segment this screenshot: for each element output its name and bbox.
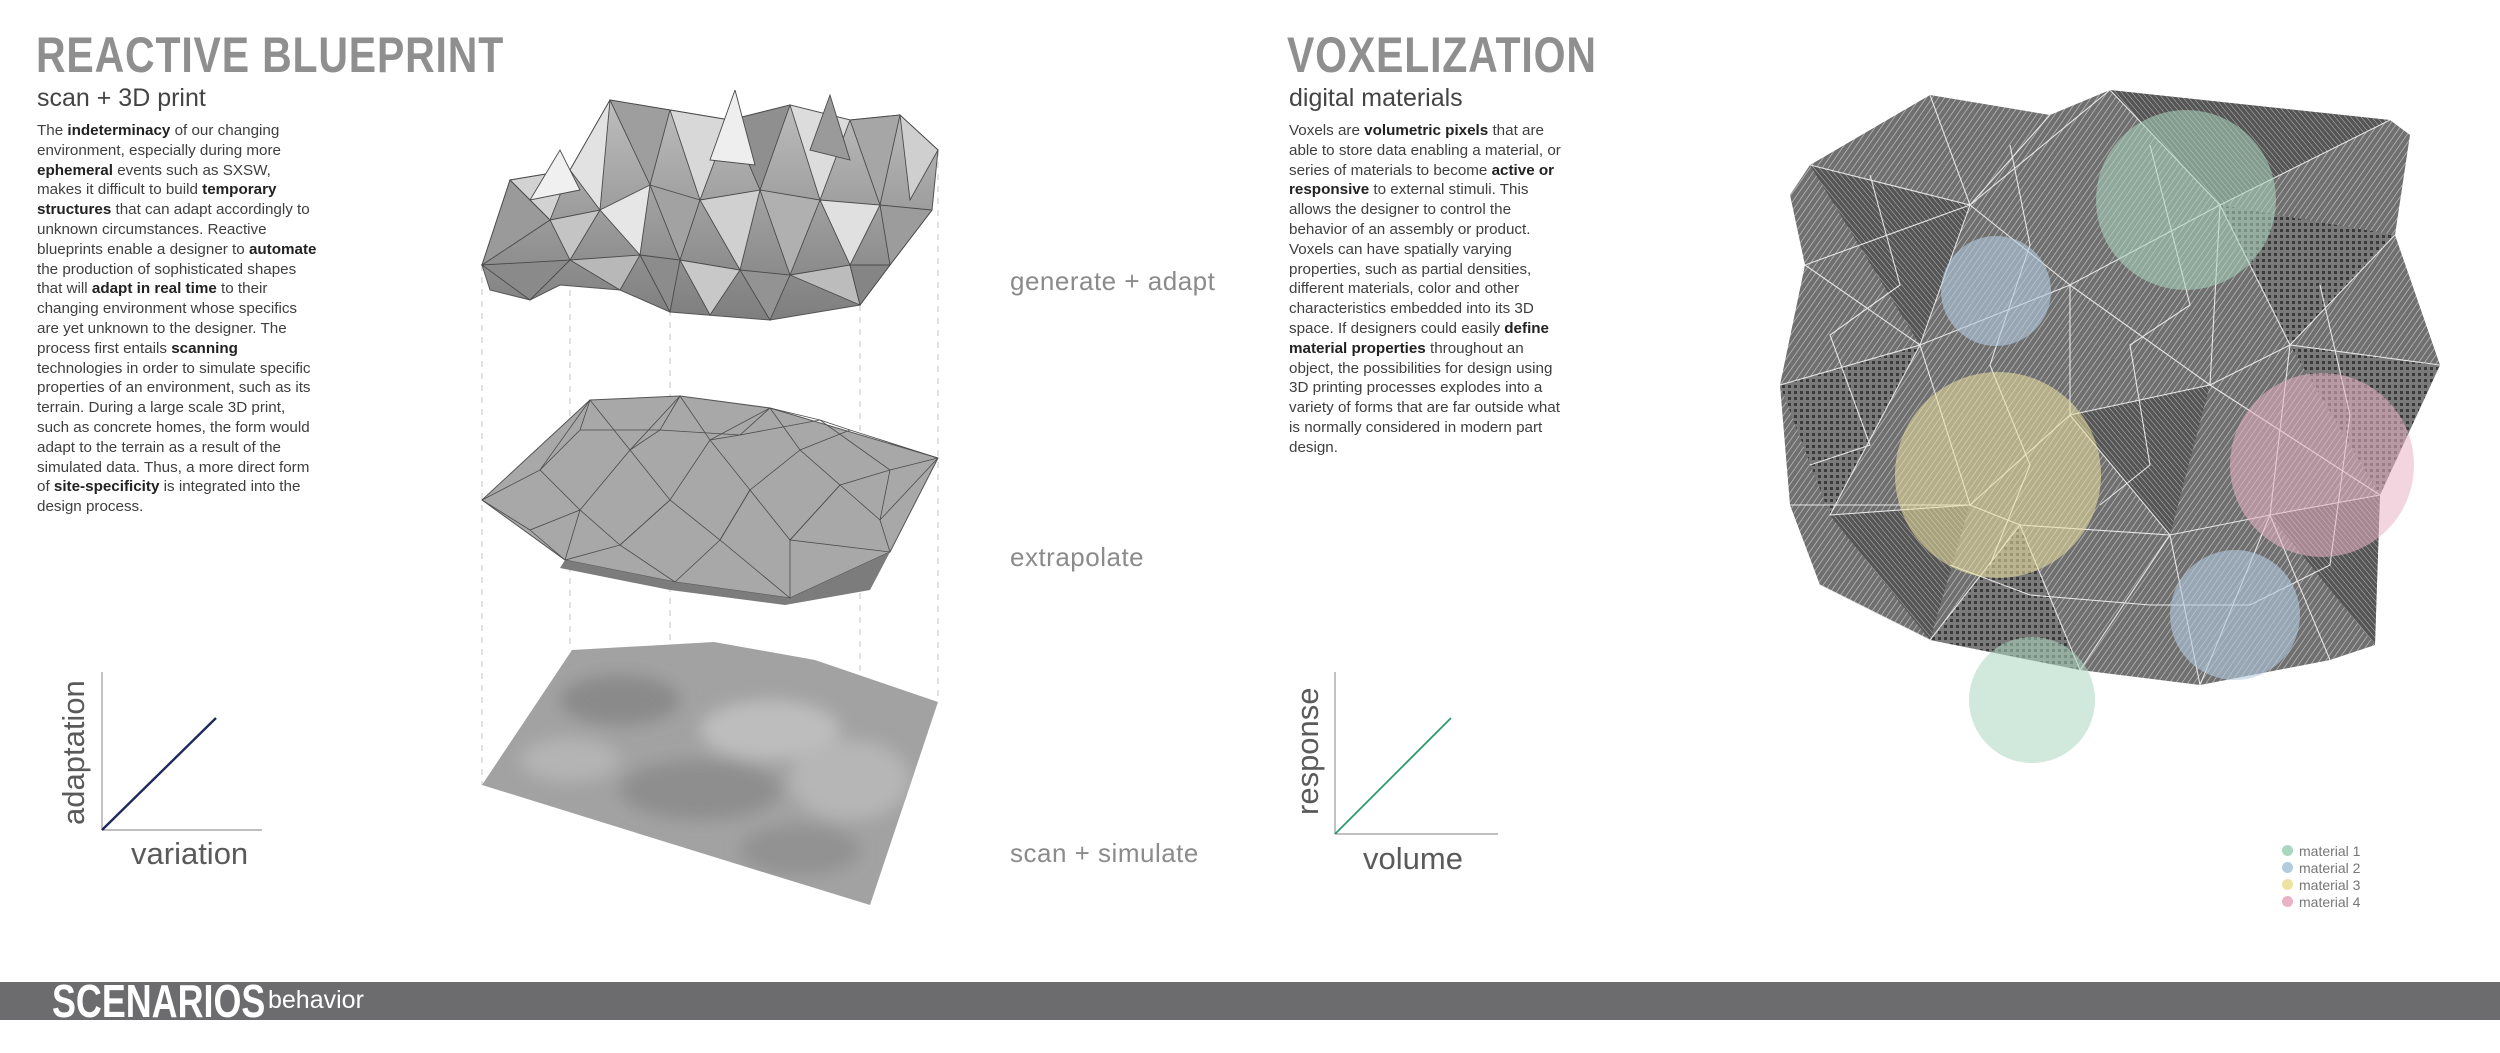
body-text-run: of our changing environment, especially during more [37,122,281,159]
voxelization-subtitle: digital materials [1289,84,1463,112]
reactive-blueprint-subtitle: scan + 3D print [37,84,206,112]
emphasis-text: scanning [171,339,238,357]
emphasis-text: temporary structures [37,181,277,219]
voxelization-title: VOXELIZATION [1287,27,1597,83]
adaptation-trend-line [102,718,216,830]
legend-swatch-icon [2282,879,2293,890]
emphasis-text: adapt in real time [91,280,217,298]
material-4-sphere [2230,373,2414,557]
reactive-blueprint-title: REACTIVE BLUEPRINT [36,27,505,83]
emphasis-text: automate [248,240,317,258]
response-axis-label: response [1290,687,1325,815]
body-text-run: to their changing environment whose specifics are yet unknown to the designer. The process first entails [37,280,298,357]
material-3-sphere [1895,372,2101,578]
body-text-run: that are able to store data enabling a material, or series of materials to become [1289,122,1561,179]
material-1-sphere-large [2096,110,2276,290]
scan-layer [482,642,938,905]
legend-label: material 3 [2299,876,2361,893]
legend-label: material 4 [2299,893,2361,910]
reactive-blueprint-paragraph [37,121,317,517]
emphasis-text: site-specificity [53,478,160,496]
material-2-sphere-upper [1941,236,2051,346]
body-text-run: Voxels are [1289,122,1365,139]
adaptation-axis-label: adaptation [56,680,91,825]
emphasis-text: ephemeral [37,161,113,179]
body-text-run: to external stimuli. This allows the designer to control the behavior of an assembly or product. Voxels can have spatially varying properties, such as partial densities, different materials, color and other characteristics embedded into its 3D space. If designers could easily [1289,181,1534,337]
body-text-run: technologies in order to simulate specific properties of an environment, such as its terrain. During a large scale 3D print, such as concrete homes, the form would adapt to the terrain as a result of the simulated data. Thus, a more direct form of [37,359,311,496]
legend-label: material 2 [2299,859,2361,876]
volume-axis-label: volume [1363,841,1463,876]
legend-item-material-3 [2282,876,2360,893]
voxel-mesh-render [1770,85,2450,845]
body-text-run: The [37,122,68,139]
footer-title: SCENARIOS [52,975,266,1027]
footer-bar [0,982,2500,1020]
stage-label-generate-adapt: generate + adapt [1010,266,1216,296]
legend-item-material-2 [2282,859,2360,876]
generate-adapt-layer [482,90,938,320]
body-text-run: events such as SXSW, makes it difficult to build [37,161,271,199]
emphasis-text: indeterminacy [67,122,171,139]
emphasis-text: active or responsive [1289,161,1555,199]
stage-label-extrapolate: extrapolate [1010,542,1145,572]
terrain-layers-diagram [470,90,950,920]
legend-label: material 1 [2299,842,2361,859]
voxelization-paragraph [1289,121,1571,458]
material-2-sphere-lower [2170,550,2300,680]
body-text-run: that can adapt accordingly to unknown circumstances. Reactive blueprints enable a designer to [37,201,310,258]
legend-swatch-icon [2282,862,2293,873]
body-text-run: the production of sophisticated shapes that will [37,260,297,298]
body-text-run: is integrated into the design process. [37,478,301,516]
footer-subtitle: behavior [268,986,364,1014]
variation-axis-label: variation [131,836,249,871]
body-text-run: throughout an object, the possibilities for design using 3D printing processes explodes into a variety of forms that are far outside what is normally considered in modern part design. [1289,339,1560,456]
legend-item-material-4 [2282,893,2360,910]
material-1-sphere-small [1969,637,2095,763]
response-trend-line [1335,718,1451,834]
emphasis-text: define material properties [1289,319,1550,357]
legend-swatch-icon [2282,896,2293,907]
legend-item-material-1 [2282,842,2360,859]
material-legend [2282,842,2360,910]
legend-swatch-icon [2282,845,2293,856]
extrapolate-layer [482,396,938,605]
emphasis-text: volumetric pixels [1364,122,1489,139]
stage-label-scan-simulate: scan + simulate [1010,838,1199,868]
